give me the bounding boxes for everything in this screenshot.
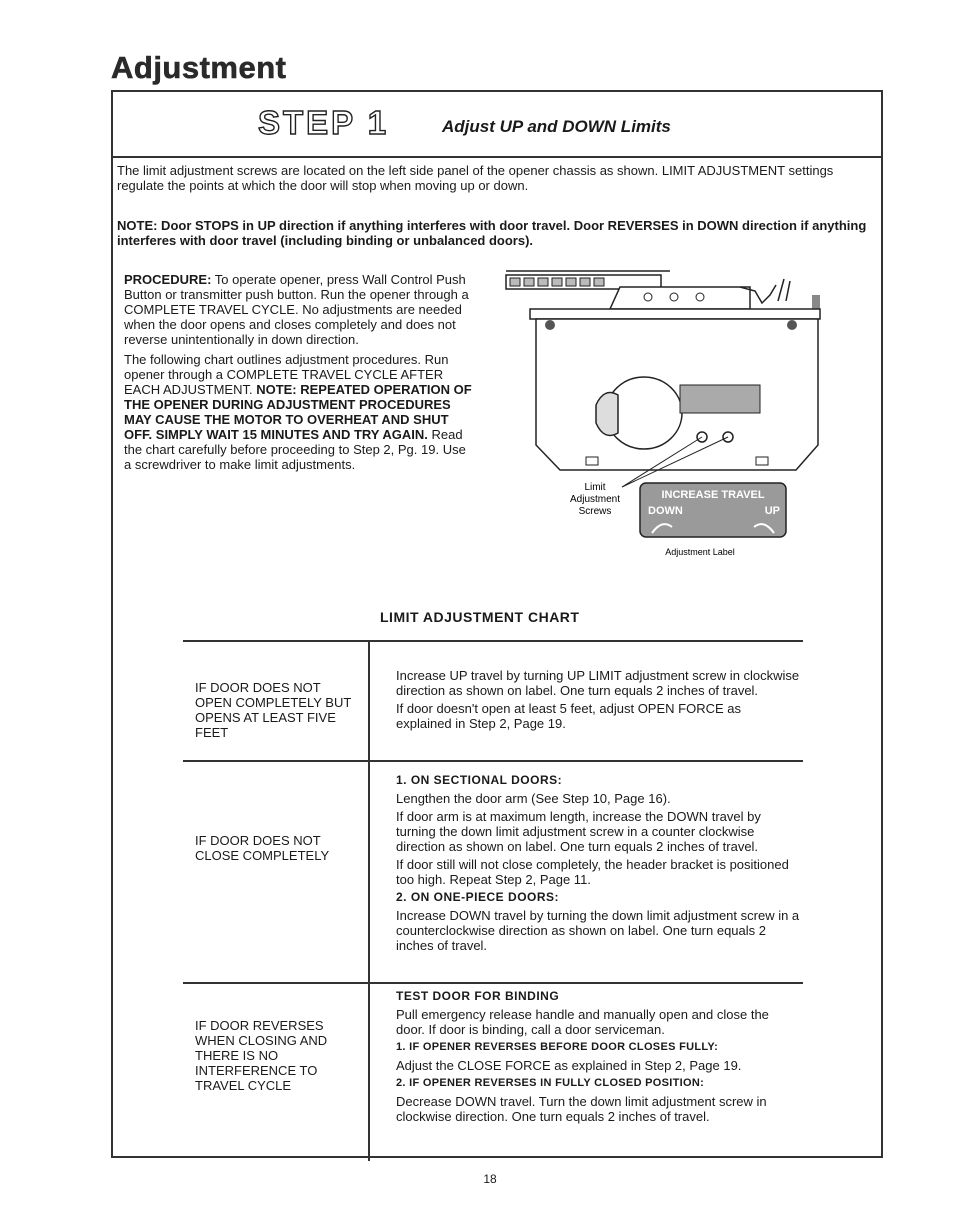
row3-heading-2: 1. IF OPENER REVERSES BEFORE DOOR CLOSES FULLY: — [396, 1041, 719, 1053]
chart-rule-top — [183, 640, 803, 642]
step-number: STEP 1 — [258, 104, 390, 141]
row3-text-3: Decrease DOWN travel. Turn the down limit adjustment screw in clockwise direction. One turn equals 2 inches of travel. — [396, 1094, 767, 1124]
row1-condition: IF DOOR DOES NOT OPEN COMPLETELY BUT OPENS AT LEAST FIVE FEET — [195, 680, 352, 740]
label-up: UP — [764, 505, 780, 517]
row2-text-4: Increase DOWN travel by turning the down limit adjustment screw in a counterclockwise direction as shown on label. One turn equals 2 inches of travel. — [396, 908, 800, 953]
label-down: DOWN — [648, 505, 683, 517]
step-title: Adjust UP and DOWN Limits — [442, 117, 671, 136]
procedure-text: To operate opener, press Wall Control Push Button or transmitter push button. Run the opener through a COMPLETE TRAVEL CYCLE. No adjustments are needed when the door opens and closes completely and does not reverse unintentionally in down direction. — [124, 272, 469, 347]
row1-text-2: If door doesn't open at least 5 feet, adjust OPEN FORCE as explained in Step 2, Page 19. — [396, 701, 741, 731]
note-paragraph: NOTE: Door STOPS in UP direction if anything interferes with door travel. Door REVERSES in DOWN direction if anything interferes with door travel (including binding or unbalanced doors). — [117, 218, 867, 248]
row2-action — [396, 773, 800, 956]
intro-paragraph: The limit adjustment screws are located on the left side panel of the opener chassis as shown. LIMIT ADJUSTMENT settings regulate the points at which the door will stop when moving up or down. — [117, 163, 834, 193]
opener-chassis-diagram — [500, 265, 830, 565]
overheat-warning: NOTE: REPEATED OPERATION OF THE OPENER DURING ADJUSTMENT PROCEDURES MAY CAUSE THE MOTOR TO OVERHEAT AND SHUT OFF. SIMPLY WAIT 15 MINUTES AND TRY AGAIN. — [124, 382, 472, 442]
chart-rule-2 — [183, 982, 803, 984]
row3-text-2: Adjust the CLOSE FORCE as explained in Step 2, Page 19. — [396, 1058, 742, 1073]
limit-caption-line1: Limit — [584, 482, 606, 493]
procedure-paragraph — [124, 272, 472, 347]
instructions-start: The following chart outlines adjustment procedures. Run opener through a COMPLETE TRAVEL CYCLE AFTER EACH ADJUSTMENT. — [124, 352, 449, 397]
page-number: 18 — [483, 1172, 497, 1186]
row2-condition: IF DOOR DOES NOT CLOSE COMPLETELY — [195, 833, 330, 863]
row3-heading-3: 2. IF OPENER REVERSES IN FULLY CLOSED POSITION: — [396, 1077, 705, 1089]
page-title: Adjustment — [111, 50, 287, 85]
row3-action — [396, 989, 800, 1127]
chart-divider — [368, 641, 370, 1161]
row3-heading-1: TEST DOOR FOR BINDING — [396, 989, 560, 1003]
procedure-section — [124, 272, 472, 477]
row2-text-1: Lengthen the door arm (See Step 10, Page 16). — [396, 791, 671, 806]
chart-rule-1 — [183, 760, 803, 762]
row3-text-1: Pull emergency release handle and manually open and close the door. If door is binding, call a door serviceman. — [396, 1007, 769, 1037]
procedure-label: PROCEDURE: — [124, 272, 212, 287]
row2-text-2: If door arm is at maximum length, increase the DOWN travel by turning the down limit adjustment screw in a counter clockwise direction as shown on label. One turn equals 2 inches of travel. — [396, 809, 761, 854]
chart-instructions-paragraph — [124, 352, 472, 472]
row2-heading-1: 1. ON SECTIONAL DOORS: — [396, 773, 563, 787]
limit-caption-line3: Screws — [578, 506, 612, 517]
row1-text-1: Increase UP travel by turning UP LIMIT adjustment screw in clockwise direction as shown on label. One turn equals 2 inches of travel. — [396, 668, 800, 698]
row2-text-3: If door still will not close completely, the header bracket is positioned too high. Repeat Step 2, Page 11. — [396, 857, 789, 887]
row2-heading-2: 2. ON ONE-PIECE DOORS: — [396, 890, 560, 904]
label-increase-travel: INCREASE TRAVEL — [661, 489, 765, 501]
row1-action — [396, 668, 800, 734]
limit-caption-line2: Adjustment — [569, 494, 621, 505]
instructions-end: Read the chart carefully before proceeding to Step 2, Pg. 19. Use a screwdriver to make limit adjustments. — [124, 427, 466, 472]
row3-condition: IF DOOR REVERSES WHEN CLOSING AND THERE IS NO INTERFERENCE TO TRAVEL CYCLE — [195, 1018, 328, 1093]
adjustment-label-caption: Adjustment Label — [665, 547, 735, 557]
chart-title: LIMIT ADJUSTMENT CHART — [380, 609, 580, 625]
